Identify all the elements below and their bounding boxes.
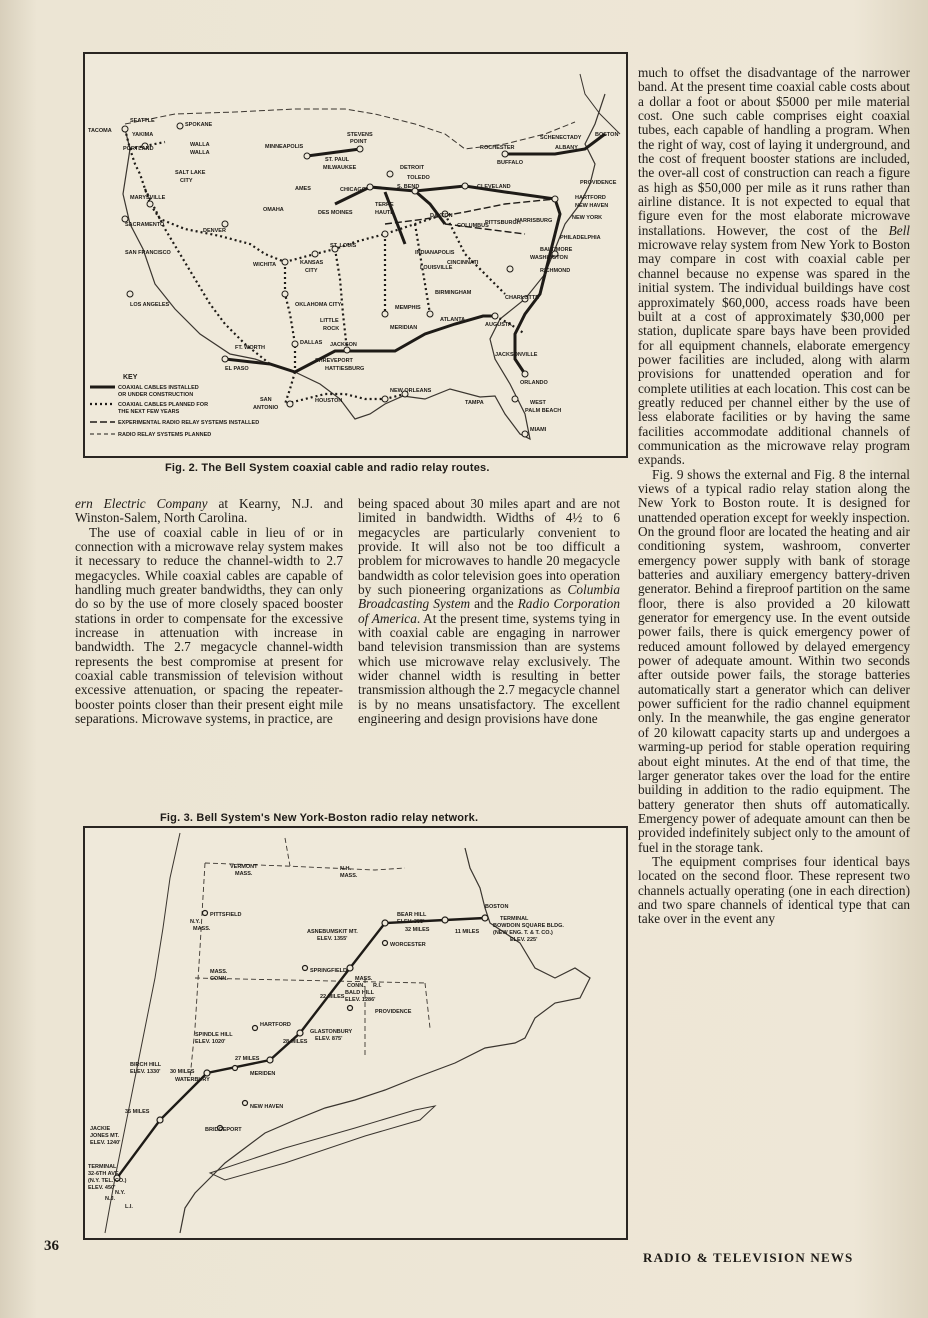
svg-text:OR UNDER CONSTRUCTION: OR UNDER CONSTRUCTION <box>118 392 194 398</box>
col2-text-1: being spaced about 30 miles apart and are not limited in bandwidth. Widths of 4½ to 6 megacycles are particularly convenient to provide. It will also not be too difficult a problem for microwaves to handle 20 megacycle bandwidth as color television goes into operation by such pioneering organizations as <box>358 496 620 598</box>
svg-text:TERMINAL: TERMINAL <box>500 916 529 922</box>
svg-text:ELEV. 355': ELEV. 355' <box>397 919 425 925</box>
svg-text:SAN FRANCISCO: SAN FRANCISCO <box>125 250 171 256</box>
col2-text-3: . At the present time, systems tying in with coaxial cable are engaging in narrower band television transmission than are systems which use microwave relay exclusively. The wider channel width is resulting in better transmission although the 2.7 megacycle channel is by no means unsatisfactory. The excellent engineering and design provisions have done <box>358 610 620 727</box>
figure-2-map <box>83 52 628 458</box>
svg-text:YAKIMA: YAKIMA <box>132 132 154 138</box>
figure-2-caption: Fig. 2. The Bell System coaxial cable and radio relay routes. <box>165 462 490 474</box>
svg-text:AMES: AMES <box>295 186 311 192</box>
svg-text:N.H.: N.H. <box>340 866 351 872</box>
svg-text:TERRE: TERRE <box>375 202 394 208</box>
svg-text:WICHITA: WICHITA <box>253 262 277 268</box>
svg-text:SPRINGFIELD: SPRINGFIELD <box>310 968 347 974</box>
svg-text:JACKSONVILLE: JACKSONVILLE <box>495 352 538 358</box>
svg-text:BIRMINGHAM: BIRMINGHAM <box>435 290 472 296</box>
svg-text:BOSTON: BOSTON <box>595 132 619 138</box>
svg-text:JONES MT.: JONES MT. <box>90 1133 120 1139</box>
svg-text:ELEV. 1286': ELEV. 1286' <box>345 997 376 1003</box>
svg-text:OKLAHOMA CITY: OKLAHOMA CITY <box>295 302 342 308</box>
svg-text:ELEV. 225': ELEV. 225' <box>510 937 538 943</box>
svg-text:WORCESTER: WORCESTER <box>390 942 426 948</box>
svg-text:TERMINAL: TERMINAL <box>88 1164 117 1170</box>
svg-text:PALM BEACH: PALM BEACH <box>525 408 562 414</box>
svg-text:BRIDGEPORT: BRIDGEPORT <box>205 1127 242 1133</box>
svg-text:RICHMOND: RICHMOND <box>540 268 571 274</box>
svg-text:BALTIMORE: BALTIMORE <box>540 247 573 253</box>
svg-text:WATERBURY: WATERBURY <box>175 1077 210 1083</box>
svg-text:35 MILES: 35 MILES <box>125 1109 150 1115</box>
svg-text:MASS.: MASS. <box>235 871 253 877</box>
svg-text:GLASTONBURY: GLASTONBURY <box>310 1029 353 1035</box>
svg-text:ATLANTA: ATLANTA <box>440 317 466 323</box>
col3-text-2: microwave relay system from New York to Boston may compare in cost with coaxial cable per channel because no expense was spared in the initial system. The individual buildings have cost approximately $60,000, access roads have been built at a cost of approximately $30,000 per station, duplicate spare bays have been provided for all equipment channels, elaborate emergency power facilities are included, along with alarm provisions for unattended operation and for complete utilities at each location. This cost can be greatly reduced per channel either by the use of less elaborate facilities or by having the same facilities accommodate additional channels of communication as the microwave relay program expands. <box>638 237 910 468</box>
svg-text:SPINDLE HILL: SPINDLE HILL <box>195 1032 233 1038</box>
svg-text:HOUSTON: HOUSTON <box>315 398 343 404</box>
svg-text:HARRISBURG: HARRISBURG <box>515 218 553 224</box>
svg-text:BALD HILL: BALD HILL <box>345 990 375 996</box>
ny-boston-relay-map <box>85 828 626 1238</box>
svg-text:DETROIT: DETROIT <box>400 165 425 171</box>
col3-paragraph-2: Fig. 9 shows the external and Fig. 8 the internal views of a typical radio relay station along the New York to Boston route. It is designed for unattended operation except for weekly inspection. On the ground floor are located the heating and air conditioning system, washroom, converter emergency power supply with bank of storage batteries and auxiliary emergency battery-driven generator. Behind a fireproof partition on the same floor, there is also provided a 20 kilowatt generator for emergency use. In the event outside power fails, there is quick emergency power of reduced amount followed by delayed emergency power of adequate amount. Within two seconds after outside power fails, the storage batteries automatically start a generator which can deliver power sufficient for the radio channel equipment only. In the meanwhile, the gas engine generator of 20 kilowatt capacity starts up and undergoes a warming-up period for stable operation requiring about eight minutes. At the end of that time, the larger generator takes over the load for the entire building in addition to the radio equipment. The battery generator then shuts off automatically. Emergency power of adequate amount can then be provided indefinitely subject only to the amount of fuel in the storage tank. <box>638 466 910 855</box>
svg-text:ALBANY: ALBANY <box>555 145 578 151</box>
svg-text:HARTFORD: HARTFORD <box>260 1022 291 1028</box>
svg-text:L.I.: L.I. <box>125 1204 133 1210</box>
svg-text:CONN.: CONN. <box>210 976 228 982</box>
svg-text:DENVER: DENVER <box>203 228 226 234</box>
col3-text-1: much to offset the disadvantage of the narrower band. At the present time coaxial cable costs about a dollar a foot or about $5000 per mile material cost. One such cable comprises eight coaxial tubes, each capable of handling a program. When the right of way, cost of laying it underground, and the cost of frequent booster stations are included, the over-all cost of construction can reach a figure as high as $50,000 per mile as it runs rather than airline distance. It is not expected to equal that figure even for the most elaborate microwave installations. However, the cost of the <box>638 65 910 238</box>
text-column-2 <box>358 497 620 727</box>
svg-text:BEAR HILL: BEAR HILL <box>397 912 427 918</box>
svg-text:SPOKANE: SPOKANE <box>185 122 213 128</box>
svg-text:SALT LAKE: SALT LAKE <box>175 170 206 176</box>
cbs-name: Columbia Broadcasting System <box>358 582 620 612</box>
svg-text:EL PASO: EL PASO <box>225 366 249 372</box>
svg-text:N.J.: N.J. <box>105 1196 116 1202</box>
svg-text:FT. WORTH: FT. WORTH <box>235 345 265 351</box>
svg-text:CLEVELAND: CLEVELAND <box>477 184 511 190</box>
svg-text:OMAHA: OMAHA <box>263 207 284 213</box>
svg-text:MERIDEN: MERIDEN <box>250 1071 276 1077</box>
col3-paragraph-1 <box>638 66 910 468</box>
rca-name: Radio Corporation of America <box>358 596 620 626</box>
svg-text:NEW HAVEN: NEW HAVEN <box>250 1104 284 1110</box>
svg-text:COAXIAL CABLES PLANNED FOR: COAXIAL CABLES PLANNED FOR <box>118 402 209 408</box>
svg-text:R.I.: R.I. <box>373 983 382 989</box>
svg-text:28 MILES: 28 MILES <box>283 1039 308 1045</box>
svg-text:LOUISVILLE: LOUISVILLE <box>420 265 453 271</box>
western-electric-name: ern Electric Company <box>75 496 208 511</box>
svg-text:COLUMBUS: COLUMBUS <box>457 223 489 229</box>
svg-text:CHICAGO: CHICAGO <box>340 187 366 193</box>
svg-text:ORLANDO: ORLANDO <box>520 380 548 386</box>
svg-text:BUFFALO: BUFFALO <box>497 160 523 166</box>
svg-text:ELEV. 450': ELEV. 450' <box>88 1185 116 1191</box>
col3-paragraph-3: The equipment comprises four identical bays located on the second floor. These represent two channels actually operating (one in each direction) and two spare channels of identical type that can take over in the event any <box>638 853 910 927</box>
svg-text:32 MILES: 32 MILES <box>405 927 430 933</box>
svg-text:KANSAS: KANSAS <box>300 260 324 266</box>
svg-text:PITTSFIELD: PITTSFIELD <box>210 912 242 918</box>
svg-text:MASS.: MASS. <box>340 873 358 879</box>
svg-text:N.Y.: N.Y. <box>190 919 201 925</box>
svg-text:BIRCH HILL: BIRCH HILL <box>130 1062 162 1068</box>
svg-text:ST. PAUL: ST. PAUL <box>325 157 350 163</box>
svg-text:MASS.: MASS. <box>210 969 228 975</box>
svg-text:WASHINGTON: WASHINGTON <box>530 255 568 261</box>
svg-text:ROCK: ROCK <box>323 326 340 332</box>
figure-3-map <box>83 826 628 1240</box>
svg-text:JACKIE: JACKIE <box>90 1126 111 1132</box>
svg-text:30 MILES: 30 MILES <box>170 1069 195 1075</box>
svg-text:HAUTE: HAUTE <box>375 210 394 216</box>
svg-text:ANTONIO: ANTONIO <box>253 405 279 411</box>
svg-text:MEMPHIS: MEMPHIS <box>395 305 421 311</box>
svg-text:22 MILES: 22 MILES <box>320 994 345 1000</box>
svg-text:ELEV. 1240': ELEV. 1240' <box>90 1140 121 1146</box>
svg-text:ELEV. 1330': ELEV. 1330' <box>130 1069 161 1075</box>
svg-text:CHARLOTTE: CHARLOTTE <box>505 295 539 301</box>
bell-name: Bell <box>888 222 910 238</box>
svg-text:ROCHESTER: ROCHESTER <box>480 145 515 151</box>
svg-text:POINT: POINT <box>350 139 367 145</box>
svg-text:NEW HAVEN: NEW HAVEN <box>575 203 609 209</box>
svg-text:JACKSON: JACKSON <box>330 342 357 348</box>
svg-text:STEVENS: STEVENS <box>347 132 373 138</box>
svg-text:DES MOINES: DES MOINES <box>318 210 353 216</box>
svg-text:BOSTON: BOSTON <box>485 904 509 910</box>
svg-text:COAXIAL CABLES INSTALLED: COAXIAL CABLES INSTALLED <box>118 385 199 391</box>
svg-text:ELEV. 875': ELEV. 875' <box>315 1036 343 1042</box>
svg-text:THE NEXT FEW YEARS: THE NEXT FEW YEARS <box>118 409 180 415</box>
svg-text:TAMPA: TAMPA <box>465 400 484 406</box>
svg-text:ASNEBUMSKIT MT.: ASNEBUMSKIT MT. <box>307 929 358 935</box>
svg-text:AUGUSTA: AUGUSTA <box>485 322 512 328</box>
text-column-1 <box>75 497 343 727</box>
svg-text:MASS.: MASS. <box>193 926 211 932</box>
svg-text:(N.Y. TEL. CO.): (N.Y. TEL. CO.) <box>88 1178 127 1184</box>
svg-text:(NEW ENG. T. & T. CO.): (NEW ENG. T. & T. CO.) <box>493 930 553 936</box>
svg-text:CINCINNATI: CINCINNATI <box>447 260 479 266</box>
svg-text:WALLA: WALLA <box>190 142 210 148</box>
svg-text:MIAMI: MIAMI <box>530 427 547 433</box>
svg-text:27 MILES: 27 MILES <box>235 1056 260 1062</box>
svg-text:CITY: CITY <box>305 268 318 274</box>
page-number: 36 <box>44 1238 59 1254</box>
col2-paragraph-1 <box>358 497 620 727</box>
figure-3-caption: Fig. 3. Bell System's New York-Boston radio relay network. <box>160 812 479 824</box>
svg-text:WALLA: WALLA <box>190 150 210 156</box>
svg-text:11 MILES: 11 MILES <box>455 929 480 935</box>
col1-paragraph-1 <box>75 497 343 526</box>
svg-text:LITTLE: LITTLE <box>320 318 339 324</box>
svg-text:TOLEDO: TOLEDO <box>407 175 430 181</box>
svg-text:MINNEAPOLIS: MINNEAPOLIS <box>265 144 304 150</box>
us-routes-map <box>85 54 626 456</box>
svg-text:PITTSBURGH: PITTSBURGH <box>485 220 521 226</box>
col2-text-2: and the <box>470 596 518 612</box>
svg-text:HARTFORD: HARTFORD <box>575 195 606 201</box>
text-column-3 <box>638 66 910 927</box>
svg-text:NEW YORK: NEW YORK <box>572 215 603 221</box>
svg-text:LOS ANGELES: LOS ANGELES <box>130 302 170 308</box>
svg-text:DAYTON: DAYTON <box>430 213 453 219</box>
svg-text:32-6TH AVE.: 32-6TH AVE. <box>88 1171 121 1177</box>
svg-text:MILWAUKEE: MILWAUKEE <box>323 165 357 171</box>
svg-text:BOWDOIN SQUARE BLDG.: BOWDOIN SQUARE BLDG. <box>493 923 564 929</box>
svg-text:ST. LOUIS: ST. LOUIS <box>330 243 357 249</box>
svg-text:SAN: SAN <box>260 397 272 403</box>
svg-text:PHILADELPHIA: PHILADELPHIA <box>560 235 601 241</box>
svg-text:MASS.: MASS. <box>355 976 373 982</box>
svg-text:CITY: CITY <box>180 178 193 184</box>
svg-text:PROVIDENCE: PROVIDENCE <box>375 1009 412 1015</box>
magazine-footer-title: RADIO & TELEVISION NEWS <box>643 1250 854 1265</box>
svg-text:VERMONT: VERMONT <box>230 864 258 870</box>
svg-text:HATTIESBURG: HATTIESBURG <box>325 366 365 372</box>
svg-text:ELEV. 1355': ELEV. 1355' <box>317 936 348 942</box>
svg-text:TACOMA: TACOMA <box>88 128 112 134</box>
svg-text:MERIDIAN: MERIDIAN <box>390 325 418 331</box>
svg-text:INDIANAPOLIS: INDIANAPOLIS <box>415 250 455 256</box>
svg-text:RADIO RELAY SYSTEMS PLANNED: RADIO RELAY SYSTEMS PLANNED <box>118 432 212 438</box>
svg-text:PROVIDENCE: PROVIDENCE <box>580 180 617 186</box>
svg-text:SACRAMENTO: SACRAMENTO <box>125 222 165 228</box>
svg-text:SEATTLE: SEATTLE <box>130 118 155 124</box>
svg-text:ELEV. 1020': ELEV. 1020' <box>195 1039 226 1045</box>
svg-text:MARYSVILLE: MARYSVILLE <box>130 195 166 201</box>
svg-text:S. BEND: S. BEND <box>397 184 420 190</box>
col1-paragraph-2: The use of coaxial cable in lieu of or in connection with a microwave relay system makes it necessary to reduce the channel-width to 2.7 megacycles. While coaxial cables are capable of handling much greater bandwidths, they can only do so by the use of more closely spaced booster stations in order to compensate for the excessive increase in attenuation with increase in bandwidth. The 2.7 megacycle channel-width represents the best compromise at present for coaxial cable transmission of television without excessive attenuation, or spacing the repeater-booster points closer than their present eight mile separations. Microwave systems, in practice, are <box>75 524 343 727</box>
svg-text:KEY: KEY <box>123 374 138 381</box>
svg-text:SCHENECTADY: SCHENECTADY <box>540 135 582 141</box>
svg-text:SHREVEPORT: SHREVEPORT <box>315 358 353 364</box>
svg-text:DALLAS: DALLAS <box>300 340 323 346</box>
svg-text:PORTLAND: PORTLAND <box>123 146 154 152</box>
svg-text:NEW ORLEANS: NEW ORLEANS <box>390 388 432 394</box>
svg-text:CONN.: CONN. <box>347 983 365 989</box>
svg-text:N.Y.: N.Y. <box>115 1190 126 1196</box>
svg-text:WEST: WEST <box>530 400 546 406</box>
col1-p1-rest: at Kearny, N.J. and Winston-Salem, North Carolina. <box>75 496 343 526</box>
svg-text:EXPERIMENTAL RADIO RELAY SYSTE: EXPERIMENTAL RADIO RELAY SYSTEMS INSTALLED <box>118 420 260 426</box>
